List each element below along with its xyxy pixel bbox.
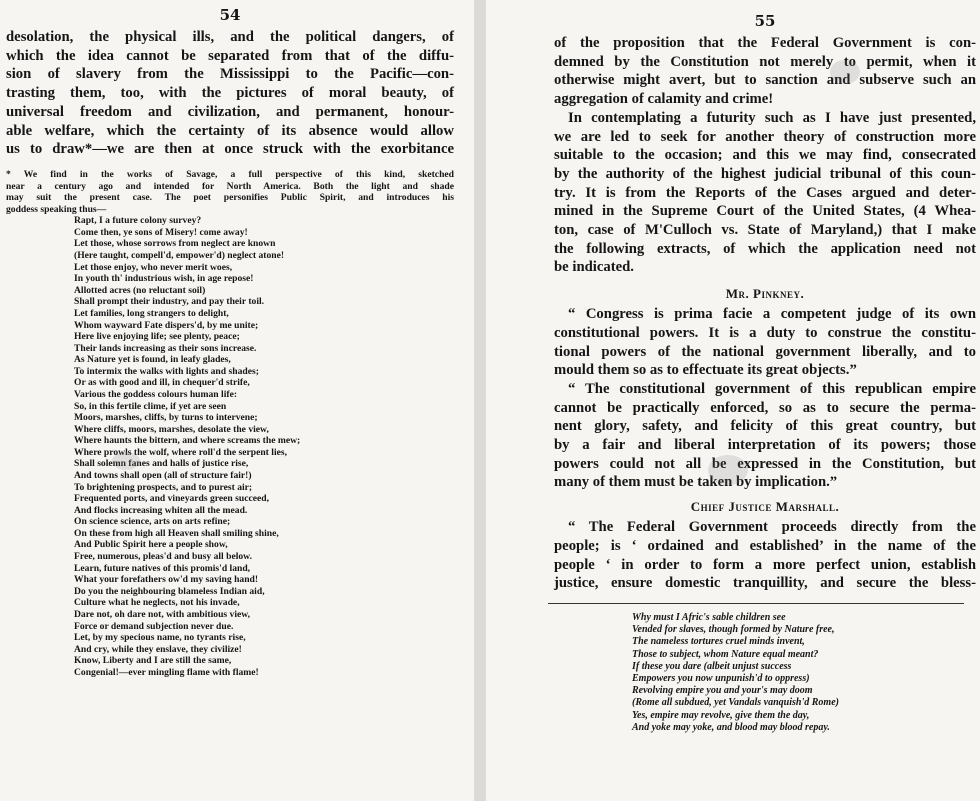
- text-line: “ The constitutional government of this republican empire: [568, 380, 976, 397]
- text-line: be indicated.: [554, 259, 634, 276]
- poem-line: Allotted acres (no reluctant soil): [74, 284, 206, 296]
- left-page: [0, 0, 474, 801]
- poem-line: Know, Liberty and I are still the same,: [74, 655, 232, 667]
- left-footnote-intro: [6, 169, 454, 215]
- text-line: we are led to seek for another theory of construction more: [554, 128, 976, 145]
- text-line: nent glory, safety, and felicity of this great country, but: [554, 418, 976, 435]
- footnote-line: * We find in the works of Savage, a full perspective of this kind, sketched: [6, 168, 454, 180]
- text-line: demned by the Constitution not merely to permit, when it: [554, 53, 976, 70]
- text-line: suitable to the occasion; and this we may find, consecrated: [554, 147, 976, 164]
- footnote-poem-line: The nameless tortures cruel minds invent,: [632, 636, 805, 648]
- poem-line: Shall solemn fanes and halls of justice rise,: [74, 458, 249, 470]
- poem-line: And cry, while they enslave, they civilize!: [74, 643, 242, 655]
- text-line: the following extracts, of which the application need not: [554, 240, 976, 257]
- footnote-poem-line: (Rome all subdued, yet Vandals vanquish'd Rome): [632, 697, 839, 709]
- poem-line: In youth th' industrious wish, in age repose!: [74, 273, 254, 285]
- ink-stain: [708, 455, 748, 485]
- poem-line: On these from high all Heaven shall smiling shine,: [74, 527, 279, 539]
- text-line: otherwise might avert, but to sanction and subserve such an: [554, 72, 976, 89]
- poem-line: On science science, arts on arts refine;: [74, 516, 231, 528]
- poem-line: So, in this fertile clime, if yet are seen: [74, 400, 227, 412]
- poem-line: Where cliffs, moors, marshes, desolate the view,: [74, 423, 269, 435]
- quote-pinkney-2: [554, 380, 976, 492]
- text-line: of the proposition that the Federal Government is con-: [554, 35, 976, 51]
- poem-line: Dare not, oh dare not, with ambitious view,: [74, 608, 251, 620]
- poem-line: Where prowls the wolf, where roll'd the serpent lies,: [74, 446, 287, 458]
- footnote-rule: [548, 603, 964, 604]
- text-line: tional powers of the national government liberally, and to: [554, 343, 976, 360]
- quote-pinkney-1: [554, 305, 976, 380]
- footnote-poem-line: Those to subject, whom Nature equal meant?: [632, 648, 819, 660]
- text-line: by the authority of the highest judicial tribunal of this coun-: [554, 165, 976, 182]
- text-line: “ Congress is prima facie a competent judge of its own: [568, 306, 976, 323]
- text-line: which the idea cannot be separated from that of the diffu-: [6, 47, 454, 64]
- speaker-heading-marshall: Chief Justice Marshall.: [690, 499, 840, 515]
- text-line: mould them so as to effectuate its great objects.”: [554, 362, 857, 379]
- poem-line: Learn, future natives of this promis'd land,: [74, 562, 251, 574]
- poem-line: Whom wayward Fate dispers'd, by me unite;: [74, 319, 259, 331]
- text-line: “ The Federal Government proceeds directly from the: [568, 519, 976, 536]
- poem-line: (Here taught, compell'd, empower'd) neglect atone!: [74, 250, 285, 262]
- book-gutter: [474, 0, 486, 801]
- poem-line: To brightening prospects, and to purest air;: [74, 481, 253, 493]
- poem-line: Here live enjoying life; see plenty, peace;: [74, 331, 240, 343]
- text-line: cannot be practically enforced, so as to secure the perma-: [554, 399, 976, 416]
- footnote-line: may suit the present case. The poet personifies Public Spirit, and introduces his: [6, 192, 454, 204]
- text-line: powers could not all be expressed in the Constitution, but: [554, 455, 976, 472]
- poem-line: And towns shall open (all of structure fair!): [74, 470, 252, 482]
- poem-line: And flocks increasing whiten all the mead.: [74, 504, 248, 516]
- ink-stain: [830, 60, 860, 84]
- poem-line: Moors, marshes, cliffs, by turns to intervene;: [74, 412, 258, 424]
- poem-line: Let families, long strangers to delight,: [74, 307, 229, 319]
- poem-line: As Nature yet is found, in leafy glades,: [74, 354, 231, 366]
- text-line: sion of slavery from the Mississippi to the Pacific—con-: [6, 66, 454, 83]
- poem-line: Or as with good and ill, in chequer'd strife,: [74, 377, 250, 389]
- poem-line: To intermix the walks with lights and shades;: [74, 365, 259, 377]
- poem-line: Do you the neighbouring blameless Indian aid,: [74, 585, 265, 597]
- right-page: [486, 0, 980, 801]
- text-line: trasting them, too, with the pictures of moral beauty, of: [6, 85, 454, 102]
- footnote-line: goddess speaking thus—: [6, 203, 107, 215]
- poem-line: What your forefathers ow'd my saving hand!: [74, 574, 259, 586]
- left-page-number: 54: [219, 6, 241, 24]
- poem-line: Various the goddess colours human life:: [74, 388, 238, 400]
- text-line: constitutional powers. It is a duty to construe the constitu-: [554, 324, 976, 341]
- text-line: try. It is from the Reports of the Cases argued and deter-: [554, 184, 976, 201]
- footnote-poem-line: Empowers you now unpunish'd to oppress): [632, 673, 810, 684]
- right-footnote-poem: [554, 612, 976, 734]
- right-para-1: [554, 34, 976, 109]
- poem-line: Let, by my specious name, no tyrants rise,: [74, 632, 246, 644]
- poem-line: Rapt, I a future colony survey?: [74, 215, 202, 227]
- ink-stain: [112, 452, 140, 470]
- poem-line: And Public Spirit here a people show,: [74, 539, 228, 551]
- quote-marshall: [554, 518, 976, 593]
- poem-line: Where haunts the bittern, and where screams the mew;: [74, 435, 301, 447]
- poem-line: Congenial!—ever mingling flame with flame!: [74, 666, 259, 678]
- text-line: ton, case of M'Culloch vs. State of Maryland,) that I make: [554, 222, 976, 239]
- footnote-poem-line: Why must I Afric's sable children see: [632, 611, 786, 623]
- footnote-poem-line: Yes, empire may revolve, give them the day,: [632, 709, 810, 721]
- text-line: In contemplating a futurity such as I have just presented,: [568, 109, 976, 126]
- text-line: us to draw*—we are then at once struck with the exorbitance: [6, 141, 454, 158]
- poem-line: Force or demand subjection never due.: [74, 620, 234, 632]
- poem-line: Let those enjoy, who never merit woes,: [74, 261, 233, 273]
- poem-line: Frequented ports, and vineyards green succeed,: [74, 493, 269, 505]
- right-page-number: 55: [754, 12, 776, 30]
- text-line: mined in the Supreme Court of the United States, (4 Whea-: [554, 203, 976, 220]
- poem-line: Come then, ye sons of Misery! come away!: [74, 226, 248, 238]
- poem-line: Culture what he neglects, not his invade,: [74, 597, 240, 609]
- text-line: aggregation of calamity and crime!: [554, 91, 774, 108]
- text-line: many of them must be taken by implication.”: [554, 474, 838, 491]
- footnote-poem-line: And yoke may yoke, and blood may blood repay.: [632, 721, 830, 733]
- poem-line: Let those, whose sorrows from neglect are known: [74, 238, 276, 250]
- footnote-poem-line: If these you dare (albeit unjust success: [632, 660, 792, 672]
- footnote-poem-line: Revolving empire you and your's may doom: [632, 685, 813, 697]
- text-line: able welfare, which the certainty of its absence would allow: [6, 122, 454, 139]
- text-line: justice, ensure domestic tranquillity, and secure the bless-: [554, 575, 976, 592]
- text-line: by a fair and liberal interpretation of its powers; those: [554, 437, 976, 454]
- text-line: people ‘ in order to form a more perfect union, establish: [554, 556, 976, 573]
- poem-line: Shall prompt their industry, and pay their toil.: [74, 296, 265, 308]
- left-footnote-poem: [6, 215, 454, 678]
- text-line: people; is ‘ ordained and established’ in the name of the: [554, 537, 976, 554]
- left-body-text: [6, 28, 454, 159]
- text-line: universal freedom and civilization, and permanent, honour-: [6, 103, 454, 120]
- text-line: desolation, the physical ills, and the political dangers, of: [6, 29, 454, 45]
- footnote-poem-line: Vended for slaves, though formed by Nature free,: [632, 624, 835, 636]
- speaker-heading-pinkney: Mr. Pinkney.: [725, 286, 805, 302]
- poem-line: Free, numerous, pleas'd and busy all below.: [74, 551, 252, 563]
- footnote-line: near a century ago and intended for North America. Both the light and shade: [6, 180, 454, 192]
- poem-line: Their lands increasing as their sons increase.: [74, 342, 257, 354]
- right-para-2: [554, 109, 976, 277]
